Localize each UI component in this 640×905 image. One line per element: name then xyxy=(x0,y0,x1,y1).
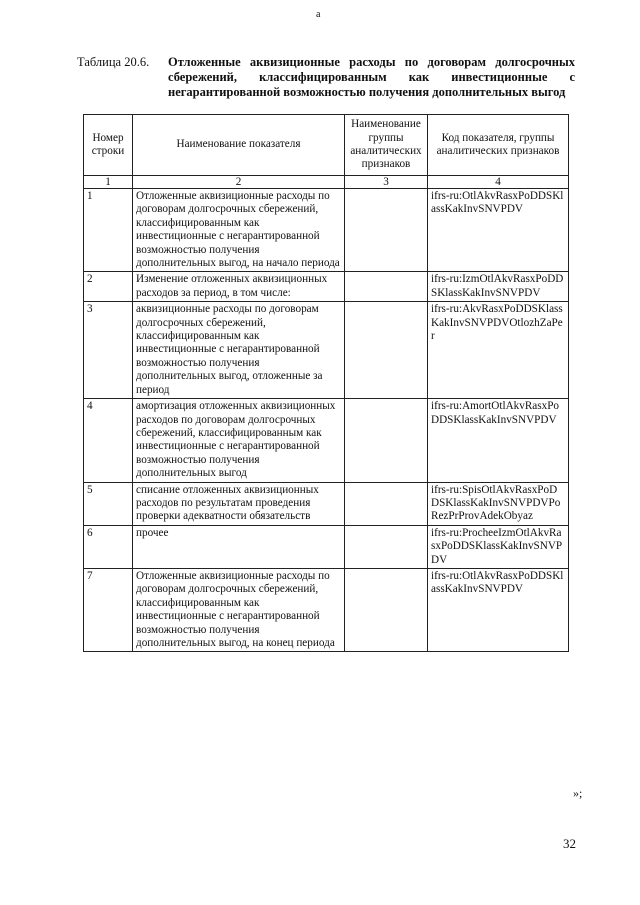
header-code: Код показателя, группы аналитических признаков xyxy=(428,115,569,176)
table-row xyxy=(84,272,569,302)
page-number: 32 xyxy=(563,836,576,851)
group-name xyxy=(345,399,428,482)
header-group-name: Наименование группы аналитических признаков xyxy=(345,115,428,176)
indicator-name: Отложенные аквизиционные расходы по договорам долгосрочных сбережений, классифицированным как инвестиционные с негарантированной возможностью получения дополнительных выгод, на конец периода xyxy=(133,568,345,651)
column-number: 3 xyxy=(345,176,428,189)
table-header-row xyxy=(84,115,569,176)
table-caption-label: Таблица 20.6. xyxy=(77,55,150,69)
column-number: 4 xyxy=(428,176,569,189)
indicator-code: ifrs-ru:IzmOtlAkvRasxPoDDSKlassKakInvSNVPDV xyxy=(428,272,569,302)
group-name xyxy=(345,302,428,399)
header-indicator-name: Наименование показателя xyxy=(133,115,345,176)
group-name xyxy=(345,189,428,272)
caption-line-1: Отложенные аквизиционные расходы по договорам долгосрочных xyxy=(168,55,575,69)
caption-line-3: негарантированной возможностью получения дополнительных выгод xyxy=(168,85,566,99)
group-name xyxy=(345,568,428,651)
row-number: 6 xyxy=(84,525,133,568)
table-row xyxy=(84,568,569,651)
column-numbers-row xyxy=(84,176,569,189)
column-number: 1 xyxy=(84,176,133,189)
indicator-code: ifrs-ru:AkvRasxPoDDSKlassKakInvSNVPDVOtlozhZaPer xyxy=(428,302,569,399)
table-row xyxy=(84,525,569,568)
table-row xyxy=(84,399,569,482)
table-caption xyxy=(77,55,575,100)
indicator-name: аквизиционные расходы по договорам долгосрочных сбережений, классифицированным как инвестиционные с негарантированной возможностью получения дополнительных выгод, отложенные за период xyxy=(133,302,345,399)
group-name xyxy=(345,482,428,525)
row-number: 3 xyxy=(84,302,133,399)
indicator-name: прочее xyxy=(133,525,345,568)
table-row xyxy=(84,189,569,272)
column-number: 2 xyxy=(133,176,345,189)
indicator-code: ifrs-ru:AmortOtlAkvRasxPoDDSKlassKakInvSNVPDV xyxy=(428,399,569,482)
row-number: 7 xyxy=(84,568,133,651)
indicator-name: списание отложенных аквизиционных расходов по результатам проведения проверки адекватности обязательств xyxy=(133,482,345,525)
indicator-table xyxy=(83,114,569,652)
indicator-code: ifrs-ru:SpisOtlAkvRasxPoDDSKlassKakInvSNVPDVPoRezPrProvAdekObyaz xyxy=(428,482,569,525)
group-name xyxy=(345,272,428,302)
indicator-name: Отложенные аквизиционные расходы по договорам долгосрочных сбережений, классифицированным как инвестиционные с негарантированной возможностью получения дополнительных выгод, на начало периода xyxy=(133,189,345,272)
group-name xyxy=(345,525,428,568)
table-caption-title xyxy=(168,55,575,100)
top-mark: a xyxy=(316,9,321,20)
row-number: 4 xyxy=(84,399,133,482)
row-number: 1 xyxy=(84,189,133,272)
row-number: 2 xyxy=(84,272,133,302)
closing-quote: »; xyxy=(573,786,583,800)
indicator-code: ifrs-ru:ProcheeIzmOtlAkvRasxPoDDSKlassKakInvSNVPDV xyxy=(428,525,569,568)
caption-line-2: сбережений, классифицированным как инвестиционные с xyxy=(168,70,575,84)
indicator-name: Изменение отложенных аквизиционных расходов за период, в том числе: xyxy=(133,272,345,302)
table-row xyxy=(84,482,569,525)
indicator-code: ifrs-ru:OtlAkvRasxPoDDSKlassKakInvSNVPDV xyxy=(428,189,569,272)
table-row xyxy=(84,302,569,399)
indicator-name: амортизация отложенных аквизиционных расходов по договорам долгосрочных сбережений, классифицированным как инвестиционные с негарантированной возможностью получения дополнительных выгод xyxy=(133,399,345,482)
indicator-code: ifrs-ru:OtlAkvRasxPoDDSKlassKakInvSNVPDV xyxy=(428,568,569,651)
header-row-number: Номер строки xyxy=(84,115,133,176)
row-number: 5 xyxy=(84,482,133,525)
